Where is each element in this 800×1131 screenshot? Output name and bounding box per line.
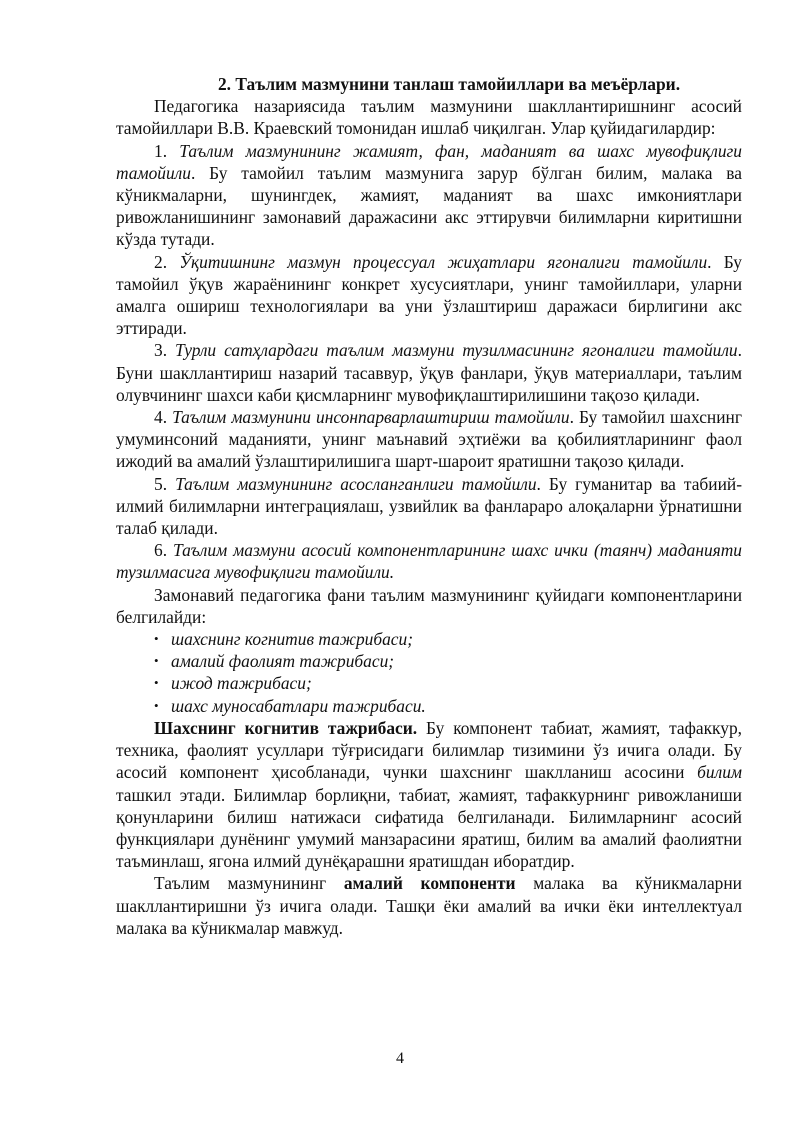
intro-paragraph: Педагогика назариясида таълим мазмунини шакллантиришнинг асосий тамойиллари В.В. Краевский томонидан ишлаб чиқилган. Улар қуйидагилардир: <box>116 96 742 139</box>
page-body <box>116 73 742 939</box>
principle-5 <box>116 473 742 540</box>
principle-text: . Бу тамойил таълим мазмунига зарур бўлган билим, малака ва кўникмаларни, шунингдек, жамият, маданият ва шахс имкониятлари ривожланишининг замонавий даражасини акс эттирувчи билимларни киритишни кўзда тутади. <box>116 162 742 250</box>
list-item <box>154 672 742 694</box>
component-text: ижод тажрибаси; <box>171 673 312 694</box>
principle-title: Таълим мазмунининг жамият, фан, маданият ва шахс мувофиқлиги тамойили <box>116 140 742 183</box>
principle-number: 1. <box>154 140 168 161</box>
cognitive-text-a: Бу компонент табиат, жамият, тафаккур, техника, фаолият усуллари тўғрисидаги билимлар тизимини ўз ичига олади. Бу асосий компонент ҳисобланади, чунки шахснинг шаклланиш асосини <box>116 717 742 783</box>
principle-text: . Бу гуманитар ва табиий-илмий билимларни интеграциялаш, узвийлик ва фанлараро алоқаларни ўрнатишни талаб қилади. <box>116 473 742 539</box>
principle-number: 2. <box>154 251 168 272</box>
principle-title: Таълим мазмуни асосий компонентларининг шахс ички (таянч) маданияти тузилмасига мувофиқлиги тамойили. <box>116 540 742 583</box>
bullet-icon: • <box>154 697 159 713</box>
principle-1 <box>116 140 742 251</box>
practical-lead: Таълим мазмунининг <box>154 873 344 894</box>
principle-title: Ўқитишнинг мазмун процессуал жиҳатлари ягоналиги тамойили <box>179 251 708 272</box>
principle-title: Таълим мазмунини инсонпарварлаштириш тамойили <box>172 407 570 428</box>
cognitive-text-b: ташкил этади. Билимлар борлиқни, табиат, жамият, тафаккурнинг ривожланиши қонунларини билиш натижаси сифатида белгиланади. Билимларнинг асосий функциялари дунёнинг умумий манзарасини яратиш, билим ва амалий фаолиятни таъминлаш, ягона илмий дунёқарашни яратишдан иборатдир. <box>116 784 742 872</box>
components-list <box>116 628 742 717</box>
principle-4 <box>116 406 742 473</box>
principle-title: Таълим мазмунининг асосланганлиги тамойили <box>175 473 537 494</box>
page-number: 4 <box>396 1050 404 1067</box>
principle-title: Турли сатҳлардаги таълим мазмуни тузилмасининг ягоналиги тамойили <box>175 340 738 361</box>
section-heading: 2. Таълим мазмунини танлаш тамойиллари ва меъёрлари. <box>217 74 681 94</box>
principle-number: 5. <box>154 473 168 494</box>
list-item <box>154 628 742 650</box>
principle-number: 4. <box>154 407 168 428</box>
components-intro: Замонавий педагогика фани таълим мазмунининг қуйидаги компонентларини белгилайди: <box>116 584 742 627</box>
component-text: шахс муносабатлари тажрибаси. <box>171 695 426 716</box>
practical-paragraph <box>116 872 742 939</box>
principle-number: 6. <box>154 540 168 561</box>
bullet-icon: • <box>154 675 159 691</box>
principle-text: . Буни шакллантириш назарий тасаввур, ўқув фанлари, ўқув материаллари, таълим олувчининг шахси каби қисмларнинг мувофиқлаштирилишини тақозо қилади. <box>116 340 742 405</box>
principle-3 <box>116 339 742 406</box>
practical-text: малака ва кўникмаларни шакллантиришни ўз ичига олади. Ташқи ёки амалий ва ички ёки интеллектуал малака ва кўникмалар мавжуд. <box>116 873 742 938</box>
principle-text: . Бу тамойил ўқув жараёнининг конкрет хусусиятлари, унинг тамойиллари, уларни амалга ошириш технологиялари ва уни ўзлаштириш даражаси бирлигини акс эттиради. <box>116 251 742 339</box>
principle-text: . Бу тамойил шахснинг умуминсоний маданияти, унинг маънавий эҳтиёжи ва қобилиятларининг фаол ижодий ва амалий ўзлаштирилишига шарт-шароит яратишни тақозо қилади. <box>116 407 742 472</box>
bullet-icon: • <box>154 631 159 647</box>
list-item <box>154 695 742 717</box>
list-item <box>154 650 742 672</box>
principle-6 <box>116 539 742 583</box>
component-text: амалий фаолият тажрибаси; <box>171 651 395 672</box>
practical-term: амалий компоненти <box>343 873 516 894</box>
component-text: шахснинг когнитив тажрибаси; <box>171 629 414 650</box>
cognitive-term: Шахснинг когнитив тажрибаси. <box>154 717 418 738</box>
bullet-icon: • <box>154 653 159 669</box>
principle-2 <box>116 251 742 340</box>
cognitive-emphasis: билим <box>697 762 742 783</box>
principle-number: 3. <box>154 340 168 361</box>
cognitive-paragraph <box>116 717 742 872</box>
